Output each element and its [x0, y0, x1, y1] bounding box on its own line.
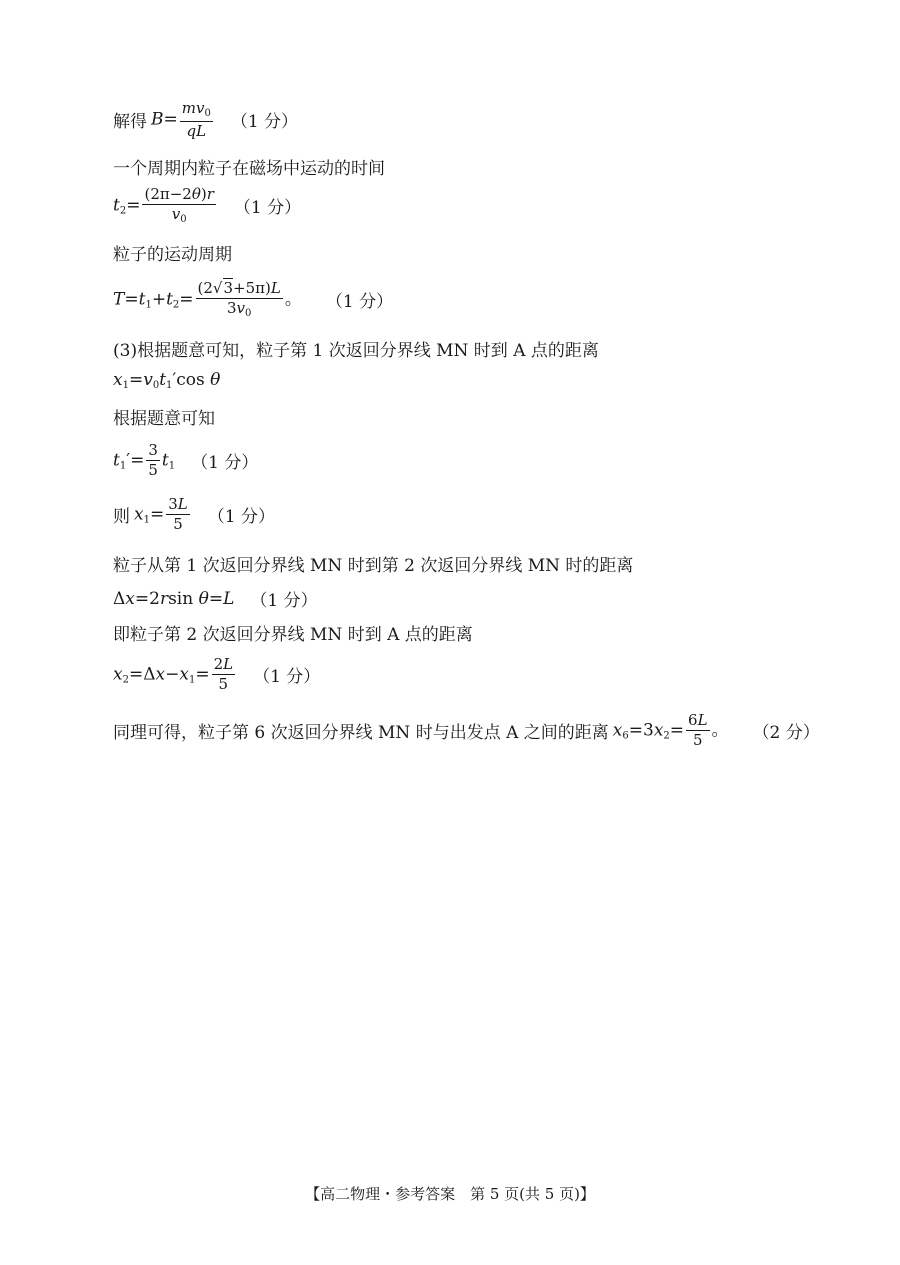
score: （1 分） [191, 453, 259, 474]
formula-T: $T=t_1+t_2=$ $\frac{(2√3+5\pi)L}{3v_0}$ 。 [113, 279, 302, 320]
formula-dx-line [113, 586, 318, 611]
formula-t1prime: $t_1'=$ $\frac{3}{5}$ $t_1$ [113, 441, 176, 480]
score: （1 分） [250, 591, 318, 611]
text-prefix: 则 [113, 507, 130, 528]
formula-t1prime-line [113, 442, 258, 480]
formula-x6-line [113, 712, 820, 750]
formula-x6: $x_6=3x_2=$ $\frac{6L}{5}$ 。 [612, 711, 729, 750]
page-footer: 【高二物理・参考答案 第 5 页(共 5 页)】 [305, 1185, 595, 1203]
formula-dx: Δx=2rsin θ=L [113, 588, 235, 609]
score: （1 分） [233, 198, 302, 219]
score: （1 分） [230, 112, 299, 133]
text-line: 根据题意可知 [113, 409, 215, 429]
text-line: (3)根据题意可知，粒子第 1 次返回分界线 MN 时到 A 点的距离 [113, 341, 599, 361]
formula-T-line [113, 280, 393, 320]
text-prefix: 解得 [113, 112, 147, 133]
formula-x2: $x_2=\Delta x-x_1=$ $\frac{2L}{5}$ [113, 655, 234, 694]
formula-t2-line [113, 186, 301, 226]
score: （2 分） [752, 723, 820, 744]
score: （1 分） [207, 507, 275, 528]
formula-B: B= $\frac{mv_0}{qL}$ [151, 99, 211, 140]
text-line: 粒子的运动周期 [113, 245, 232, 265]
formula-x1-result-line [113, 496, 275, 534]
text-line: 粒子从第 1 次返回分界线 MN 时到第 2 次返回分界线 MN 时的距离 [113, 556, 634, 576]
text-line: 即粒子第 2 次返回分界线 MN 时到 A 点的距离 [113, 625, 473, 645]
text-line: 一个周期内粒子在磁场中运动的时间 [113, 159, 385, 179]
score: （1 分） [325, 292, 394, 313]
score: （1 分） [253, 667, 321, 688]
answer-line-B [113, 100, 298, 140]
formula-t2: $t_2=$ $\frac{(2\pi-2\theta)r}{v_0}$ [113, 185, 214, 226]
text: 同理可得，粒子第 6 次返回分界线 MN 时与出发点 A 之间的距离 [113, 723, 609, 744]
formula-x1: $x_1=v_0t_1'\cos$ θ [113, 370, 221, 391]
formula-x2-line [113, 656, 320, 694]
formula-x1-result: $x_1=$ $\frac{3L}{5}$ [134, 495, 188, 534]
